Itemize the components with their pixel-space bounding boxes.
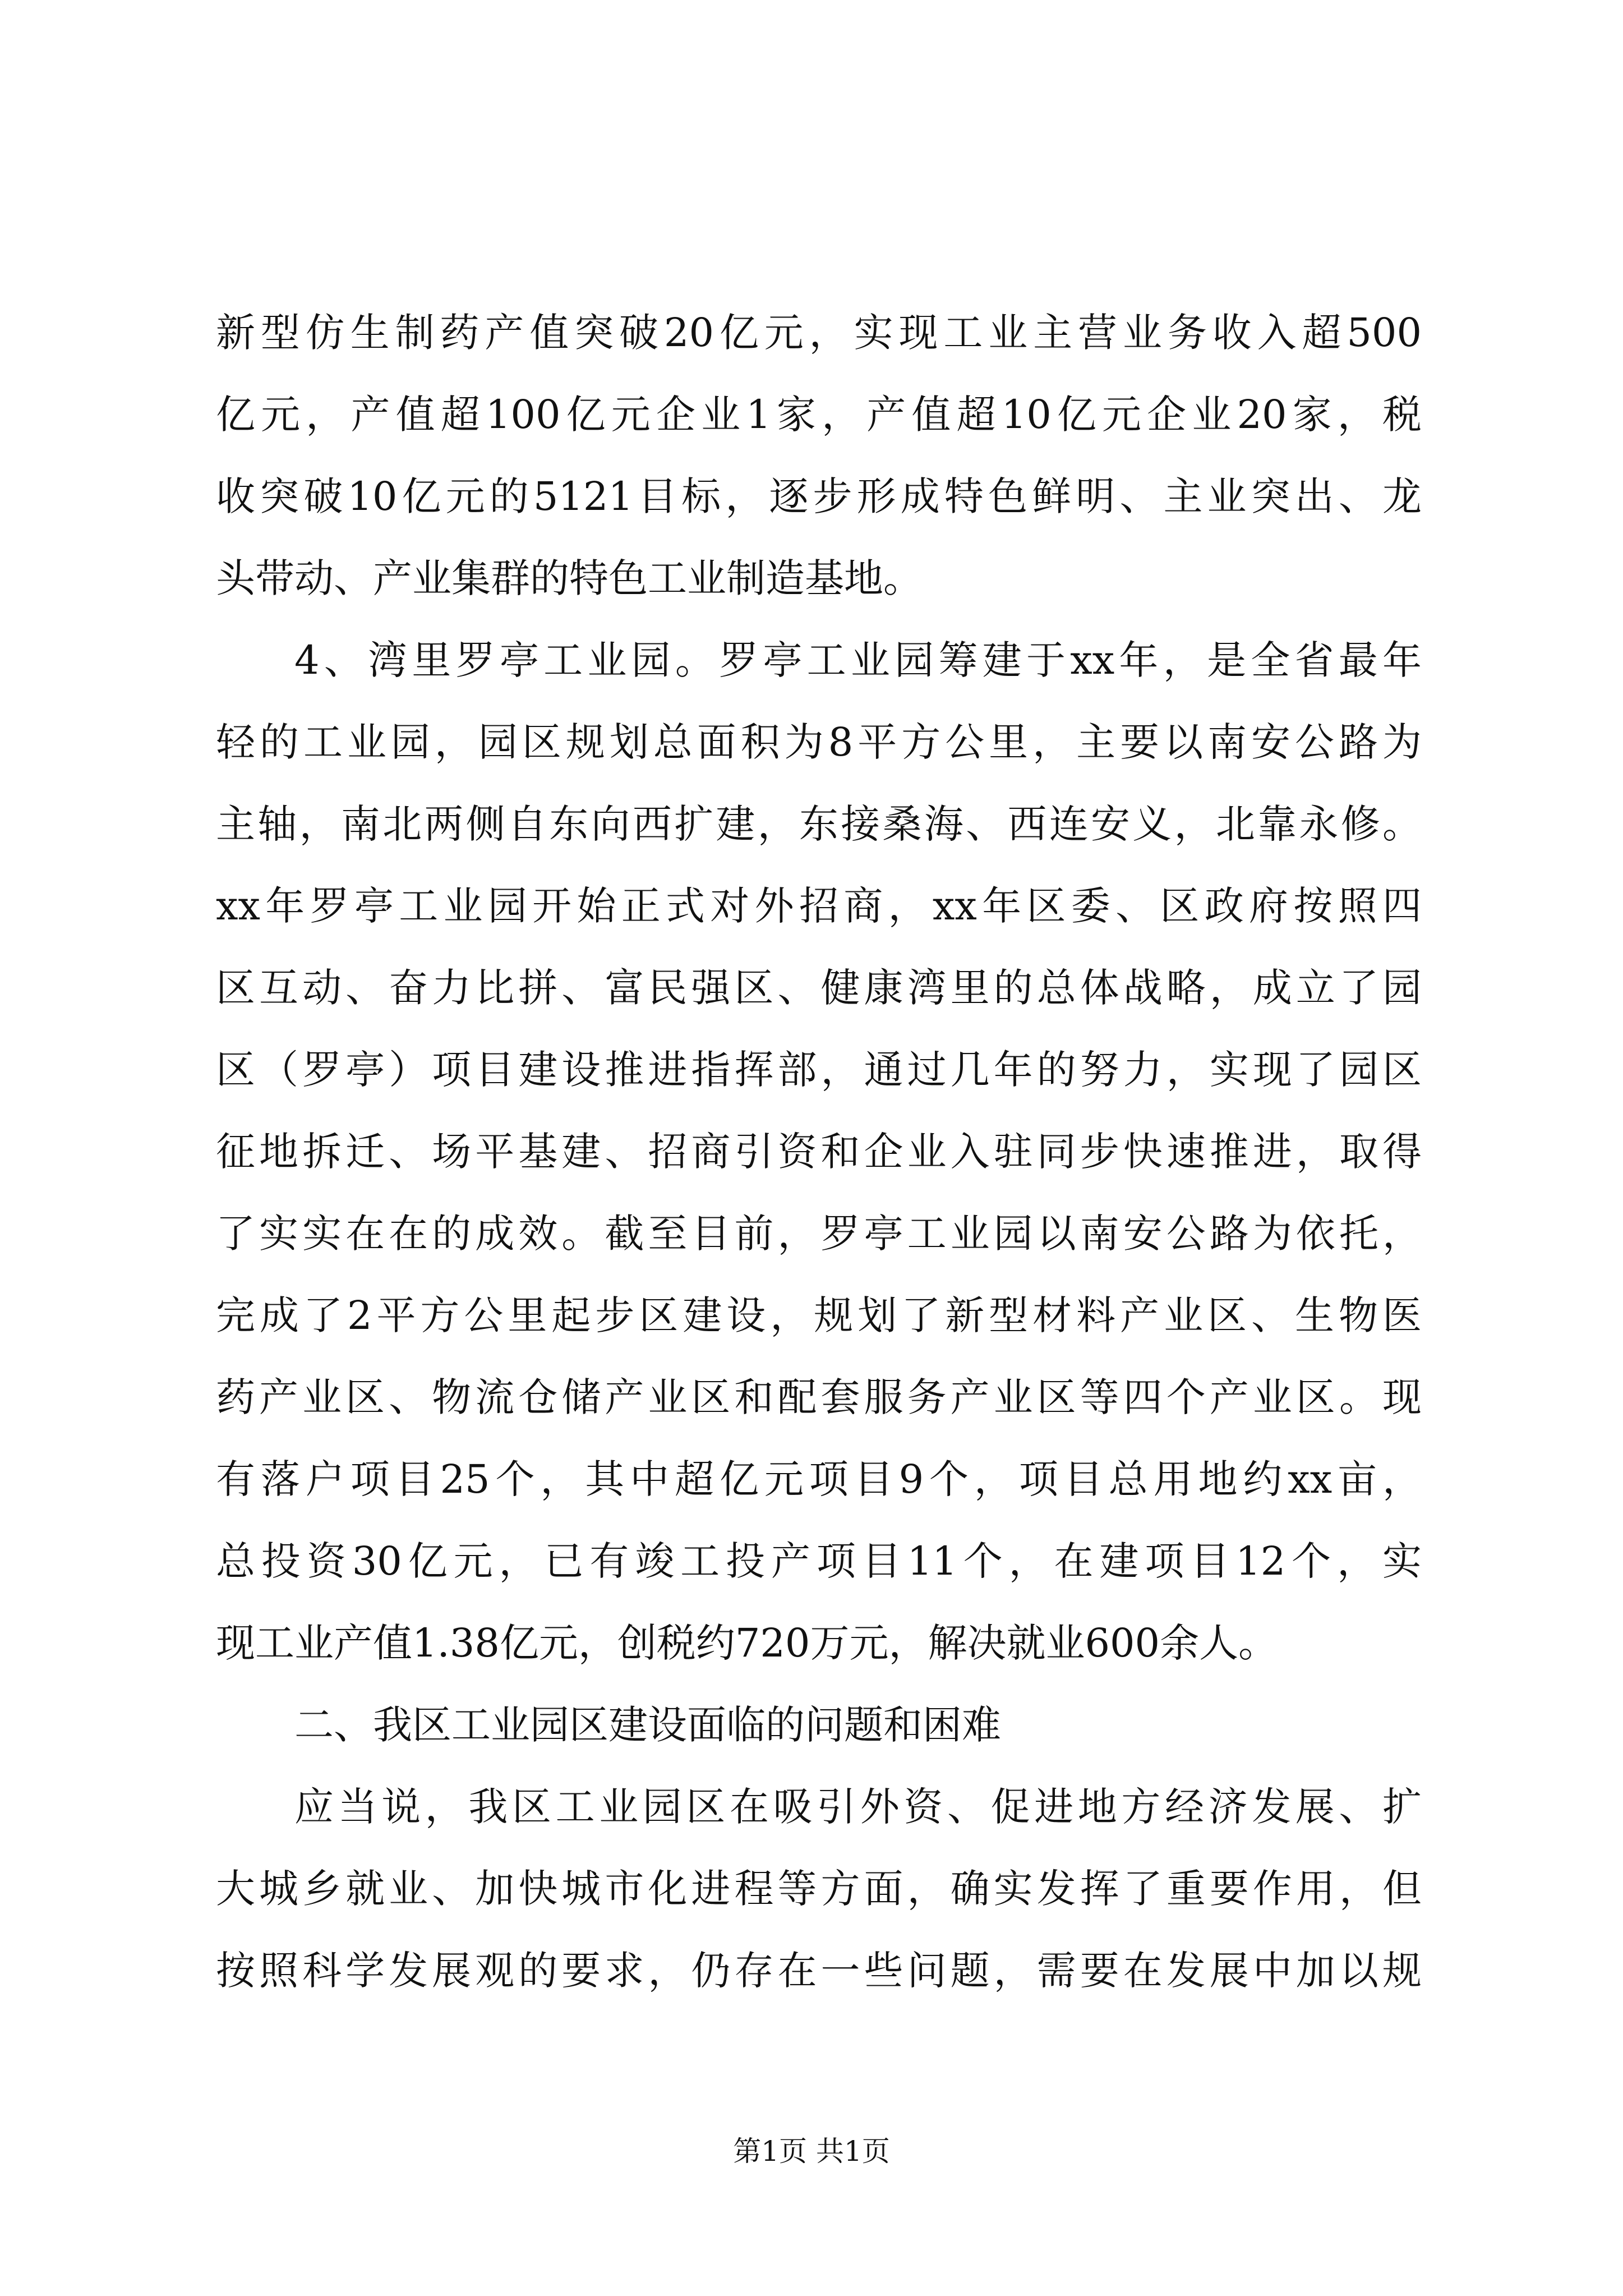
text-line: 按照科学发展观的要求，仍存在一些问题，需要在发展中加以规 — [216, 1948, 1422, 1994]
text-line: 有落户项目25个，其中超亿元项目9个，项目总用地约xx亩， — [216, 1456, 1422, 1502]
text-line: xx年罗亭工业园开始正式对外招商，xx年区委、区政府按照四 — [216, 883, 1422, 929]
text-line: 了实实在在的成效。截至目前，罗亭工业园以南安公路为依托， — [216, 1211, 1422, 1257]
body-text — [216, 292, 1422, 2012]
page-footer: 第1页 共1页 — [733, 2135, 890, 2168]
text-line: 新型仿生制药产值突破20亿元，实现工业主营业务收入超500 — [216, 310, 1422, 356]
text-line: 征地拆迁、场平基建、招商引资和企业入驻同步快速推进，取得 — [216, 1129, 1422, 1175]
text-line: 收突破10亿元的5121目标，逐步形成特色鲜明、主业突出、龙 — [216, 473, 1422, 519]
text-line: 头带动、产业集群的特色工业制造基地。 — [216, 555, 923, 601]
paragraph-start-line: 应当说，我区工业园区在吸引外资、促进地方经济发展、扩 — [294, 1784, 1422, 1830]
section-heading: 二、我区工业园区建设面临的问题和困难 — [294, 1702, 1001, 1748]
text-line: 总投资30亿元，已有竣工投产项目11个，在建项目12个，实 — [216, 1538, 1422, 1584]
text-line: 药产业区、物流仓储产业区和配套服务产业区等四个产业区。现 — [216, 1374, 1422, 1420]
text-line: 大城乡就业、加快城市化进程等方面，确实发挥了重要作用，但 — [216, 1866, 1422, 1912]
text-line: 亿元，产值超100亿元企业1家，产值超10亿元企业20家，税 — [216, 392, 1422, 438]
text-line: 现工业产值1.38亿元，创税约720万元，解决就业600余人。 — [216, 1620, 1278, 1666]
paragraph-start-line: 4、湾里罗亭工业园。罗亭工业园筹建于xx年，是全省最年 — [294, 637, 1422, 683]
text-line: 完成了2平方公里起步区建设，规划了新型材料产业区、生物医 — [216, 1292, 1422, 1338]
text-line: 区互动、奋力比拼、富民强区、健康湾里的总体战略，成立了园 — [216, 965, 1422, 1011]
text-line: 主轴，南北两侧自东向西扩建，东接桑海、西连安义，北靠永修。 — [216, 801, 1422, 847]
text-line: 轻的工业园，园区规划总面积为8平方公里，主要以南安公路为 — [216, 719, 1422, 765]
text-line: 区（罗亭）项目建设推进指挥部，通过几年的努力，实现了园区 — [216, 1047, 1422, 1093]
